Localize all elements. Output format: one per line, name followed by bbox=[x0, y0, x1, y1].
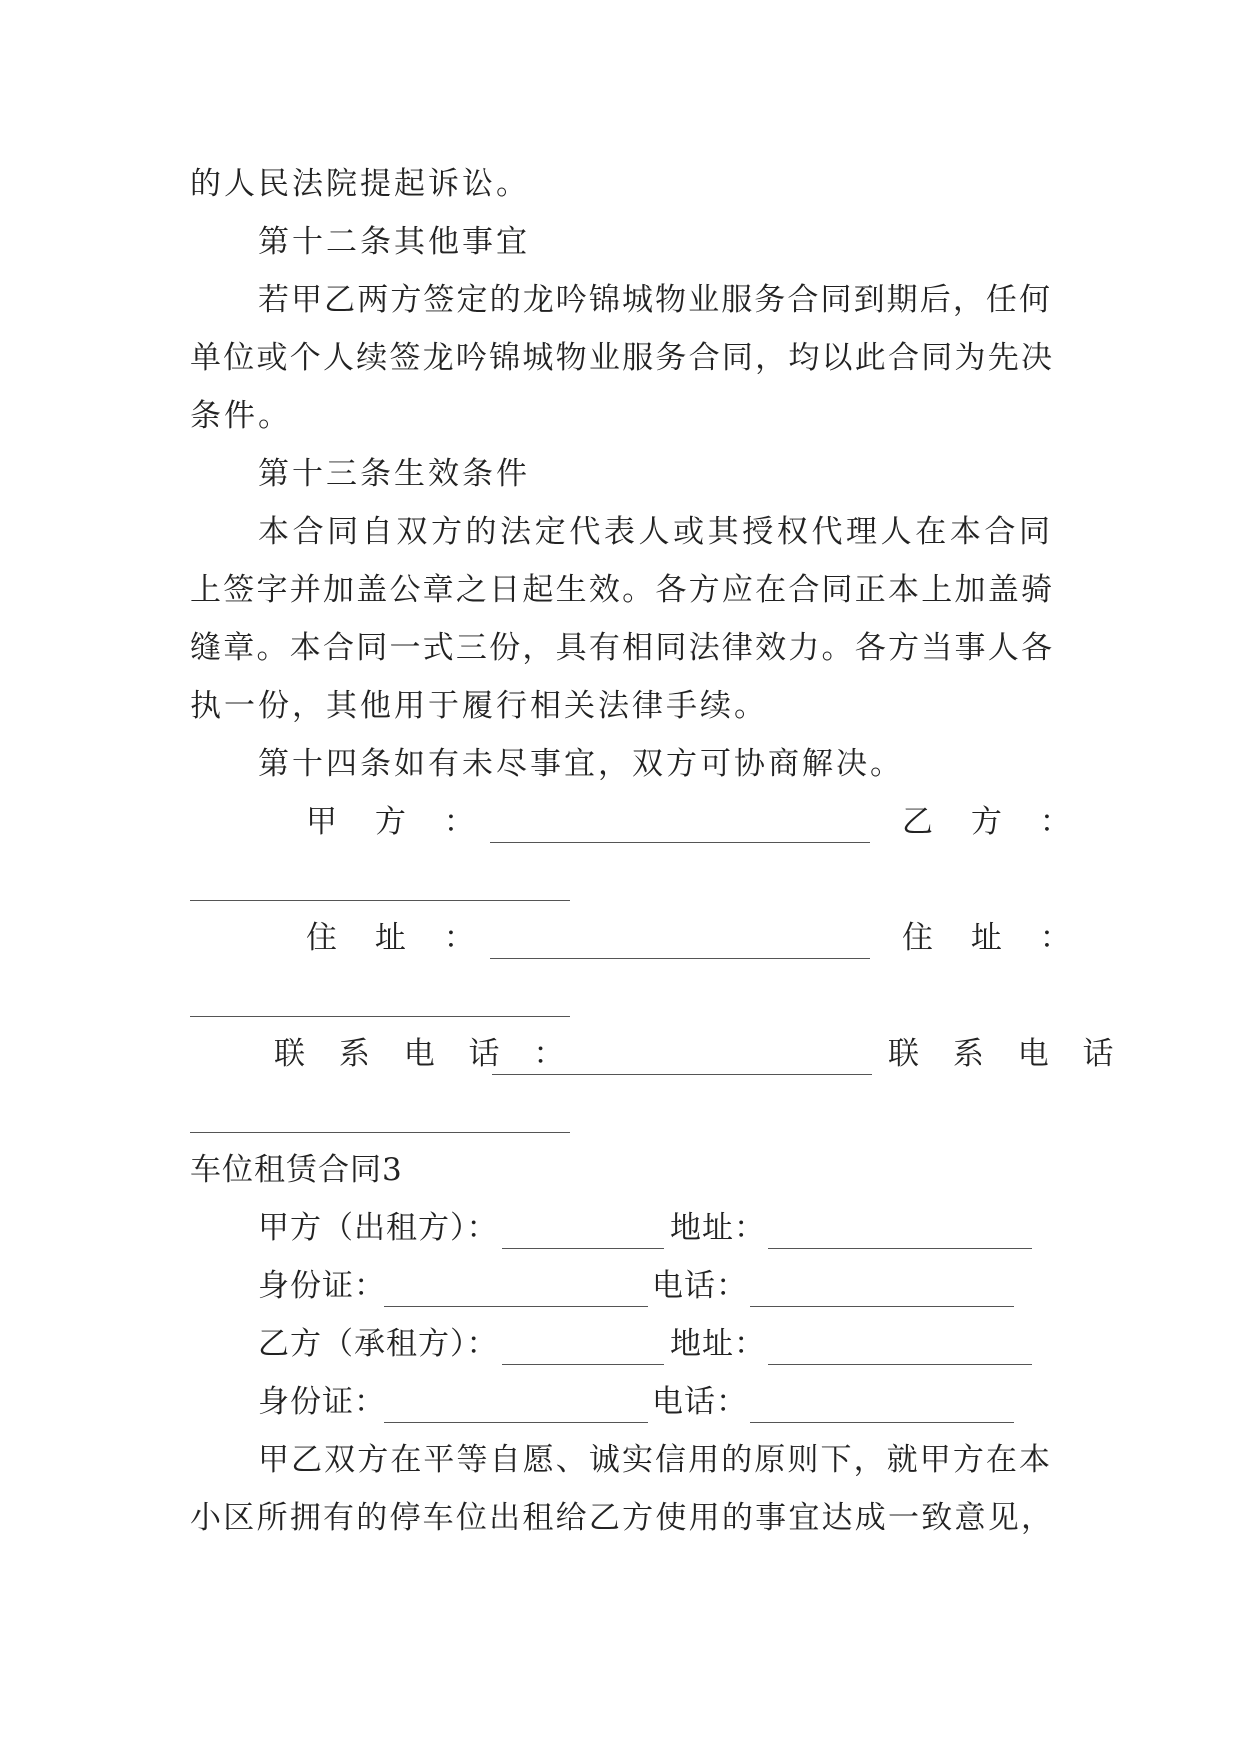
paragraph-line: 本合同自双方的法定代表人或其授权代理人在本合同 bbox=[258, 514, 1050, 550]
lessee-address-blank bbox=[768, 1364, 1032, 1365]
paragraph-line: 甲乙双方在平等自愿、诚实信用的原则下，就甲方在本 bbox=[258, 1442, 1050, 1478]
paragraph-line: 的人民法院提起诉讼。 bbox=[190, 166, 530, 202]
lessor-phone-label: 电话： bbox=[652, 1268, 748, 1304]
party-b-blank bbox=[190, 900, 570, 901]
lessee-label: 乙方（承租方）： bbox=[258, 1326, 499, 1362]
paragraph-line: 小区所拥有的停车位出租给乙方使用的事宜达成一致意见， bbox=[190, 1500, 1052, 1536]
lessor-phone-blank bbox=[750, 1306, 1014, 1307]
paragraph-line: 执一份，其他用于履行相关法律手续。 bbox=[190, 688, 768, 724]
article-12-heading: 第十二条其他事宜 bbox=[258, 224, 530, 260]
address-a-label: 住 址 ： bbox=[306, 920, 489, 956]
paragraph-line: 单位或个人续签龙吟锦城物业服务合同，均以此合同为先决 bbox=[190, 340, 1052, 376]
article-14-heading: 第十四条如有未尽事宜，双方可协商解决。 bbox=[258, 746, 904, 782]
contract-3-title: 车位租赁合同3 bbox=[190, 1152, 403, 1188]
lessee-id-blank bbox=[384, 1422, 648, 1423]
phone-a-blank bbox=[492, 1074, 872, 1075]
phone-b-label: 联 系 电 话 bbox=[888, 1036, 1126, 1072]
lessee-name-blank bbox=[502, 1364, 664, 1365]
paragraph-line: 条件。 bbox=[190, 398, 292, 434]
paragraph-line: 缝章。本合同一式三份，具有相同法律效力。各方当事人各 bbox=[190, 630, 1052, 666]
lessee-phone-label: 电话： bbox=[652, 1384, 748, 1420]
address-a-blank bbox=[490, 958, 870, 959]
address-b-blank bbox=[190, 1016, 570, 1017]
lessor-label: 甲方（出租方）： bbox=[258, 1210, 499, 1246]
party-a-blank bbox=[490, 842, 870, 843]
party-b-label: 乙 方 ： bbox=[902, 804, 1085, 840]
paragraph-line: 上签字并加盖公章之日起生效。各方应在合同正本上加盖骑 bbox=[190, 572, 1052, 608]
lessee-phone-blank bbox=[750, 1422, 1014, 1423]
lessee-id-label: 身份证： bbox=[258, 1384, 386, 1420]
lessor-id-blank bbox=[384, 1306, 648, 1307]
phone-b-blank bbox=[190, 1132, 570, 1133]
lessor-address-label: 地址： bbox=[670, 1210, 766, 1246]
address-b-label: 住 址 ： bbox=[902, 920, 1085, 956]
party-a-label: 甲 方 ： bbox=[306, 804, 489, 840]
lessor-id-label: 身份证： bbox=[258, 1268, 386, 1304]
lessee-address-label: 地址： bbox=[670, 1326, 766, 1362]
phone-a-label: 联 系 电 话 ： bbox=[274, 1036, 577, 1072]
lessor-name-blank bbox=[502, 1248, 664, 1249]
article-13-heading: 第十三条生效条件 bbox=[258, 456, 530, 492]
paragraph-line: 若甲乙两方签定的龙吟锦城物业服务合同到期后，任何 bbox=[258, 282, 1050, 318]
lessor-address-blank bbox=[768, 1248, 1032, 1249]
